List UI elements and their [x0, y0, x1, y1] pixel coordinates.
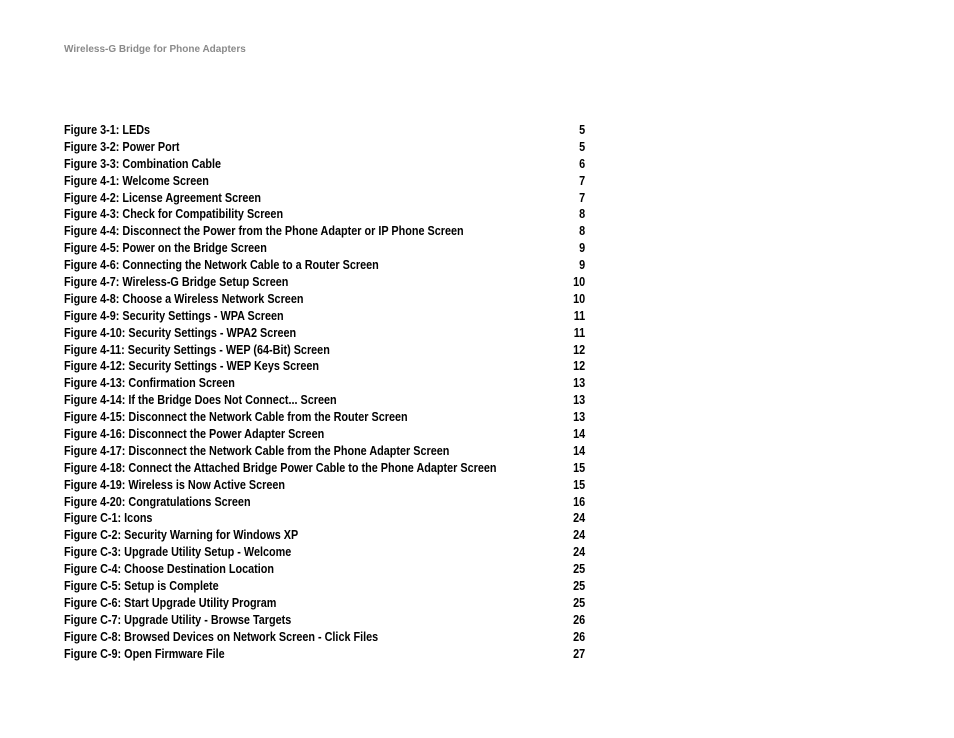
- figure-list-item[interactable]: [64, 274, 585, 291]
- figure-page-number: 11: [573, 325, 586, 340]
- figure-list-item[interactable]: [64, 578, 585, 595]
- figure-list-item[interactable]: [64, 223, 585, 240]
- figure-title: Figure C-7: Upgrade Utility - Browse Targets: [64, 612, 292, 627]
- figure-title: Figure C-2: Security Warning for Windows XP: [64, 528, 299, 543]
- figure-title: Figure C-9: Open Firmware File: [64, 646, 225, 661]
- list-of-figures: [64, 122, 585, 663]
- figure-list-item[interactable]: [64, 629, 585, 646]
- figure-list-item[interactable]: [64, 443, 585, 460]
- figure-page-number: 25: [573, 595, 586, 610]
- figure-page-number: 13: [573, 393, 586, 408]
- figure-page-number: 27: [573, 646, 586, 661]
- figure-list-item[interactable]: [64, 561, 585, 578]
- figure-title: Figure 4-9: Security Settings - WPA Screen: [64, 308, 284, 323]
- figure-title: Figure 4-18: Connect the Attached Bridge Power Cable to the Phone Adapter Screen: [64, 460, 497, 475]
- figure-list-item[interactable]: [64, 544, 585, 561]
- figure-list-item[interactable]: [64, 375, 585, 392]
- figure-page-number: 10: [573, 275, 586, 290]
- figure-page-number: 25: [573, 562, 586, 577]
- figure-list-item[interactable]: [64, 358, 585, 375]
- figure-title: Figure 4-17: Disconnect the Network Cable from the Phone Adapter Screen: [64, 443, 450, 458]
- figure-title: Figure C-6: Start Upgrade Utility Program: [64, 595, 277, 610]
- figure-title: Figure 4-6: Connecting the Network Cable to a Router Screen: [64, 258, 379, 273]
- figure-title: Figure 4-20: Congratulations Screen: [64, 494, 251, 509]
- figure-title: Figure 3-2: Power Port: [64, 139, 180, 154]
- figure-page-number: 8: [579, 224, 586, 239]
- figure-list-item[interactable]: [64, 409, 585, 426]
- figure-list-item[interactable]: [64, 426, 585, 443]
- figure-list-item[interactable]: [64, 173, 585, 190]
- figure-page-number: 15: [573, 477, 586, 492]
- figure-title: Figure 3-3: Combination Cable: [64, 156, 222, 171]
- figure-page-number: 14: [573, 443, 586, 458]
- figure-page-number: 26: [573, 629, 586, 644]
- figure-title: Figure 4-11: Security Settings - WEP (64-Bit) Screen: [64, 342, 330, 357]
- figure-page-number: 7: [579, 190, 586, 205]
- figure-list-item[interactable]: [64, 494, 585, 511]
- figure-page-number: 13: [573, 410, 586, 425]
- figure-list-item[interactable]: [64, 612, 585, 629]
- figure-title: Figure 4-3: Check for Compatibility Screen: [64, 207, 284, 222]
- figure-title: Figure 4-10: Security Settings - WPA2 Screen: [64, 325, 297, 340]
- figure-list-item[interactable]: [64, 139, 585, 156]
- figure-title: Figure 4-15: Disconnect the Network Cable from the Router Screen: [64, 410, 408, 425]
- figure-list-item[interactable]: [64, 156, 585, 173]
- figure-page-number: 11: [573, 308, 586, 323]
- figure-page-number: 5: [579, 139, 586, 154]
- figure-page-number: 16: [573, 494, 586, 509]
- figure-list-item[interactable]: [64, 477, 585, 494]
- figure-title: Figure 4-8: Choose a Wireless Network Screen: [64, 291, 304, 306]
- figure-page-number: 15: [573, 460, 586, 475]
- figure-title: Figure 4-1: Welcome Screen: [64, 173, 209, 188]
- figure-title: Figure 4-14: If the Bridge Does Not Connect... Screen: [64, 393, 337, 408]
- figure-list-item[interactable]: [64, 257, 585, 274]
- figure-title: Figure 4-7: Wireless-G Bridge Setup Screen: [64, 275, 289, 290]
- figure-page-number: 9: [579, 258, 586, 273]
- figure-list-item[interactable]: [64, 646, 585, 663]
- figure-title: Figure 4-5: Power on the Bridge Screen: [64, 241, 267, 256]
- running-header-title: Wireless-G Bridge for Phone Adapters: [64, 44, 246, 55]
- figure-title: Figure 4-12: Security Settings - WEP Keys Screen: [64, 359, 320, 374]
- figure-list-item[interactable]: [64, 595, 585, 612]
- figure-list-item[interactable]: [64, 308, 585, 325]
- figure-list-item[interactable]: [64, 206, 585, 223]
- figure-title: Figure 4-19: Wireless is Now Active Screen: [64, 477, 286, 492]
- figure-list-item[interactable]: [64, 527, 585, 544]
- figure-page-number: 24: [573, 511, 586, 526]
- figure-title: Figure 3-1: LEDs: [64, 123, 151, 137]
- figure-title: Figure 4-16: Disconnect the Power Adapter Screen: [64, 427, 325, 442]
- figure-page-number: 13: [573, 376, 586, 391]
- figure-list-item[interactable]: [64, 342, 585, 359]
- figure-list-item[interactable]: [64, 240, 585, 257]
- figure-title: Figure C-4: Choose Destination Location: [64, 562, 275, 577]
- figure-page-number: 25: [573, 579, 586, 594]
- figure-page-number: 12: [573, 359, 586, 374]
- figure-list-item[interactable]: [64, 510, 585, 527]
- figure-page-number: 14: [573, 427, 586, 442]
- figure-list-item[interactable]: [64, 190, 585, 207]
- figure-title: Figure C-5: Setup is Complete: [64, 579, 219, 594]
- figure-page-number: 24: [573, 528, 586, 543]
- figure-list-item[interactable]: [64, 291, 585, 308]
- figure-title: Figure 4-13: Confirmation Screen: [64, 376, 235, 391]
- figure-page-number: 9: [579, 241, 586, 256]
- figure-page-number: 8: [579, 207, 586, 222]
- figure-list-item[interactable]: [64, 392, 585, 409]
- figure-list-item[interactable]: [64, 325, 585, 342]
- figure-title: Figure C-1: Icons: [64, 511, 153, 526]
- figure-page-number: 24: [573, 545, 586, 560]
- figure-title: Figure 4-2: License Agreement Screen: [64, 190, 262, 205]
- figure-list-item[interactable]: [64, 460, 585, 477]
- figure-page-number: 6: [579, 156, 586, 171]
- figure-page-number: 5: [579, 123, 586, 137]
- figure-page-number: 7: [579, 173, 586, 188]
- figure-list-item[interactable]: [64, 122, 585, 139]
- figure-page-number: 26: [573, 612, 586, 627]
- figure-page-number: 12: [573, 342, 586, 357]
- figure-title: Figure C-8: Browsed Devices on Network Screen - Click Files: [64, 629, 379, 644]
- figure-title: Figure C-3: Upgrade Utility Setup - Welcome: [64, 545, 292, 560]
- figure-title: Figure 4-4: Disconnect the Power from the Phone Adapter or IP Phone Screen: [64, 224, 464, 239]
- figure-page-number: 10: [573, 291, 586, 306]
